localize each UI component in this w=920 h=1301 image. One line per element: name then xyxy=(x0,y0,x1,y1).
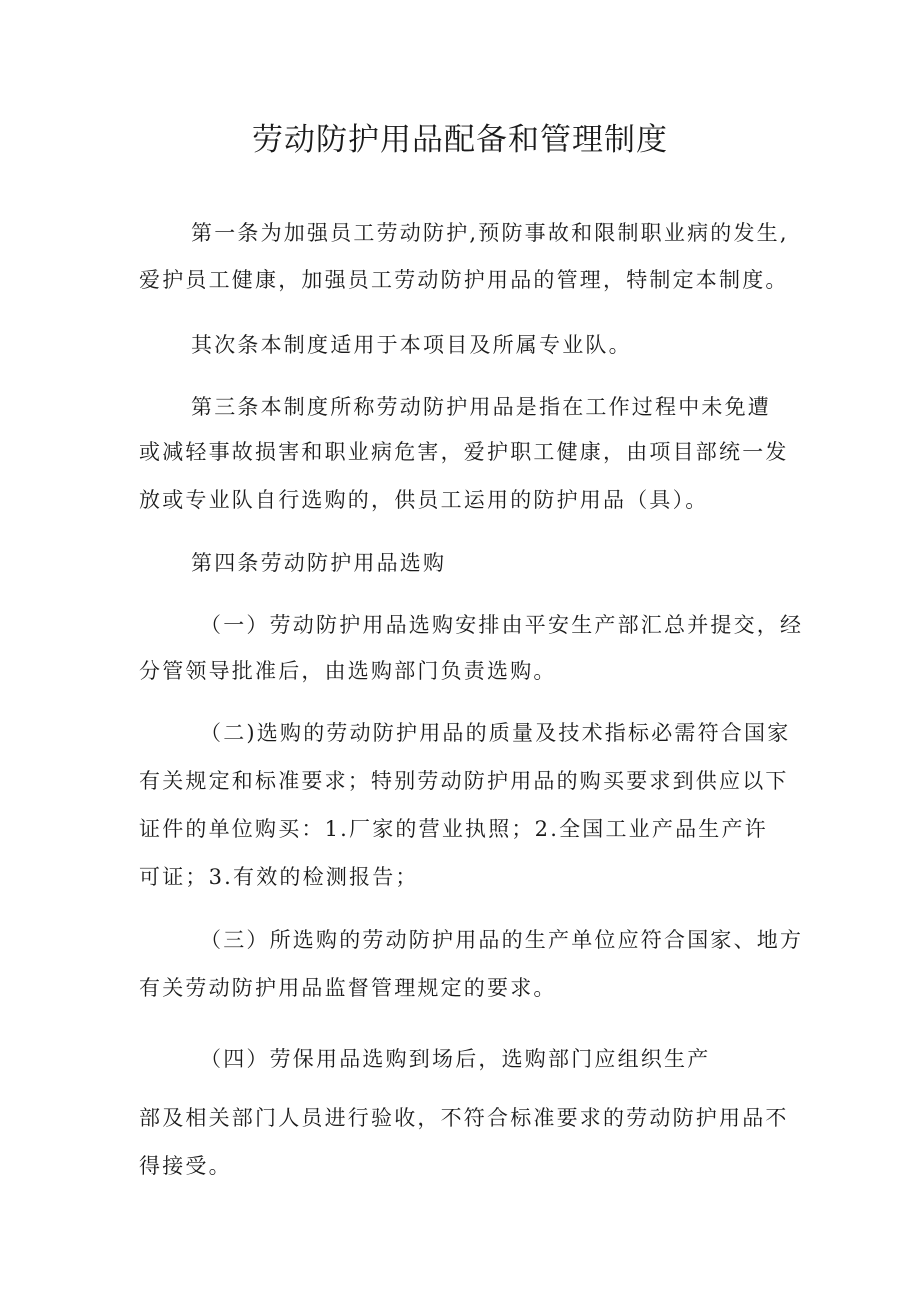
paragraph-line: 放或专业队自行选购的，供员工运用的防护用品（具）。 xyxy=(139,488,709,512)
paragraph-line: 第三条本制度所称劳动防护用品是指在工作过程中未免遭 xyxy=(191,395,771,419)
document-title: 劳动防护用品配备和管理制度 xyxy=(252,122,668,158)
paragraph-line: 爱护员工健康，加强员工劳动防护用品的管理，特制定本制度。 xyxy=(139,268,789,292)
paragraph-line: 或减轻事故损害和职业病危害，爱护职工健康，由项目部统一发 xyxy=(139,440,789,464)
paragraph-line: 第一条为加强员工劳动防护,预防事故和限制职业病的发生, xyxy=(191,221,789,245)
paragraph-line: （一）劳动防护用品选购安排由平安生产部汇总并提交，经 xyxy=(200,613,804,637)
paragraph-line: 有关劳动防护用品监督管理规定的要求。 xyxy=(139,976,557,1000)
paragraph-line: 证件的单位购买：1.厂家的营业执照；2.全国工业产品生产许 xyxy=(139,817,768,841)
paragraph-line: 可证；3.有效的检测报告； xyxy=(139,865,419,889)
paragraph-line: 得接受。 xyxy=(139,1154,232,1178)
paragraph-line: 部及相关部门人员进行验收，不符合标准要求的劳动防护用品不 xyxy=(139,1106,789,1130)
paragraph-line: 有关规定和标准要求；特别劳动防护用品的购买要求到供应以下 xyxy=(139,769,789,793)
paragraph-line: （三）所选购的劳动防护用品的生产单位应符合国家、地方 xyxy=(200,928,804,952)
paragraph-line: （二)选购的劳动防护用品的质量及技术指标必需符合国家 xyxy=(200,721,791,745)
paragraph-line: 分管领导批准后，由选购部门负责选购。 xyxy=(139,659,557,683)
paragraph-line: （四）劳保用品选购到场后，选购部门应组织生产 xyxy=(200,1047,711,1071)
paragraph-line: 其次条本制度适用于本项目及所属专业队。 xyxy=(191,333,632,357)
paragraph-line: 第四条劳动防护用品选购 xyxy=(191,551,447,575)
